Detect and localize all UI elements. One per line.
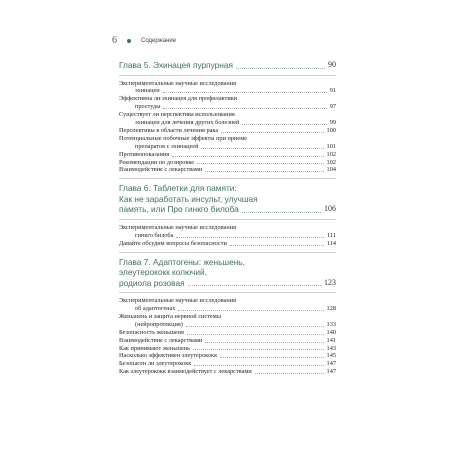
toc-entry[interactable] <box>119 159 336 167</box>
toc-entry[interactable] <box>119 135 336 151</box>
dot-leader <box>201 148 323 149</box>
toc-entry-line <box>119 103 336 111</box>
toc-page-number: 91 <box>329 87 336 95</box>
running-head: Содержание <box>141 37 177 44</box>
toc-entry-line <box>119 321 336 329</box>
toc-entry-line <box>119 345 336 353</box>
dot-leader <box>188 285 321 286</box>
toc-page-number: 102 <box>326 150 336 158</box>
toc-page-number: 141 <box>326 336 336 344</box>
dot-leader <box>242 124 326 125</box>
toc-page-number: 140 <box>326 328 336 336</box>
chapter-separator <box>119 75 336 76</box>
toc-entry-line <box>119 360 336 368</box>
toc-entry-line <box>119 151 336 159</box>
toc-entry[interactable] <box>119 151 336 159</box>
toc-entry[interactable] <box>119 352 336 360</box>
toc-entry-text: Существует ли перспектива использования <box>119 111 235 119</box>
dot-leader <box>163 108 326 109</box>
toc-entry[interactable] <box>119 95 336 111</box>
toc-entry-text: Взаимодействие с лекарствами <box>119 166 203 174</box>
toc-entry-line <box>119 305 336 313</box>
toc-entry-line <box>119 329 336 337</box>
toc-entry-text: Экспериментальные научные исследования <box>119 223 236 231</box>
toc-page-number: 143 <box>326 344 336 352</box>
bullet-dot-icon <box>127 39 131 43</box>
dot-leader <box>172 156 323 157</box>
toc-entry-text: Экспериментальные научные исследования <box>119 297 236 305</box>
toc-entry[interactable] <box>119 313 336 329</box>
toc-entry-line <box>119 143 336 151</box>
chapter-separator <box>119 292 336 293</box>
dot-leader <box>205 171 323 172</box>
chapter-page-number: 90 <box>328 60 336 69</box>
toc-entry-line <box>119 87 336 95</box>
toc-entry-text: об адаптогенах <box>135 305 176 312</box>
dot-leader <box>236 68 325 69</box>
toc-entry[interactable] <box>119 345 336 353</box>
toc-entry-line <box>119 352 336 360</box>
chapter-separator <box>119 252 336 253</box>
dot-leader <box>220 357 323 358</box>
toc-page-number: 114 <box>326 239 336 247</box>
toc-entry[interactable] <box>119 337 336 345</box>
toc-page-number: 145 <box>326 352 336 360</box>
chapter-block <box>119 60 336 179</box>
dot-leader <box>242 212 321 213</box>
dot-leader <box>255 373 324 374</box>
toc-entry[interactable] <box>119 127 336 135</box>
toc-entry-text: Безопасность женьшеня <box>119 328 184 336</box>
toc-page-number: 104 <box>326 166 336 174</box>
toc-entry-text: Насколько эффективен элеутерококк <box>119 352 218 360</box>
toc-entry[interactable] <box>119 166 336 174</box>
chapter-block <box>119 183 336 252</box>
toc-entry-text: Как принимают женьшень <box>119 344 191 352</box>
dot-leader <box>163 92 327 93</box>
dot-leader <box>230 245 324 246</box>
chapter-title-text: элеутерококк колючий, <box>119 267 207 278</box>
chapter-page-number: 123 <box>324 277 336 287</box>
dot-leader <box>194 365 323 366</box>
table-of-contents <box>119 60 336 376</box>
toc-entry-text: Безопасен ли элеутерококк <box>119 360 192 368</box>
toc-entry-line <box>119 159 336 167</box>
chapter-title-text: Как не заработать инсульт, улучшая <box>119 193 258 204</box>
toc-page-number: 128 <box>326 305 336 312</box>
chapter-title-text: родиола розовая <box>119 277 185 288</box>
toc-entry[interactable] <box>119 240 336 248</box>
toc-entry-text: Перспективы в области лечения рака <box>119 126 219 134</box>
toc-page-number: 99 <box>329 119 336 127</box>
page-number: 6 <box>112 35 117 46</box>
toc-entry-text: эхинацеи <box>135 87 160 95</box>
chapter-title-text: память, или Про гинкго билоба <box>119 204 239 215</box>
chapter-title-text: Глава 6. Таблетки для памяти: <box>119 183 237 194</box>
toc-entry-text: Экспериментальные научные исследования <box>119 79 236 87</box>
toc-entry-line <box>119 127 336 135</box>
toc-entry-text: Рекомендации по дозировке <box>119 158 195 166</box>
toc-entry-text: эхинацеи для лечения других болезней <box>135 119 240 127</box>
toc-entry[interactable] <box>119 329 336 337</box>
chapter-title-text: Глава 7. Адаптогены: женьшень, <box>119 256 245 267</box>
toc-entry-line <box>119 232 336 240</box>
dot-leader <box>197 163 323 164</box>
dot-leader <box>186 326 324 327</box>
toc-entry-text: Женьшень и защита нервной системы <box>119 312 221 320</box>
toc-entry[interactable] <box>119 224 336 240</box>
toc-page-number: 102 <box>326 158 336 166</box>
dot-leader <box>187 334 324 335</box>
chapter-title[interactable] <box>119 204 336 215</box>
toc-entry-line <box>119 240 336 248</box>
chapter-separator <box>119 178 336 179</box>
toc-entry-text: препаратов с эхинацеей <box>135 142 199 150</box>
toc-entry-text: простуды <box>135 103 161 111</box>
toc-page-number: 147 <box>326 368 336 376</box>
toc-page-number: 101 <box>326 142 336 150</box>
toc-page-number: 133 <box>326 320 336 328</box>
toc-entry-text: гинкго билоба <box>135 231 174 239</box>
dot-leader <box>176 237 324 238</box>
toc-entry-line <box>119 337 336 345</box>
chapter-title-text: Глава 5. Эхинацея пурпурная <box>119 60 233 70</box>
toc-entry-line <box>119 119 336 127</box>
toc-entry-text: Противопоказания <box>119 150 170 158</box>
dot-leader <box>221 132 323 133</box>
page-header <box>112 35 176 46</box>
toc-entry-text: (нейропротекция) <box>135 320 183 328</box>
toc-entry-text: Взаимодействие с лекарствами <box>119 336 203 344</box>
toc-entry-text: Как элеутерококк взаимодействует с лекарствами <box>119 368 252 376</box>
toc-entry[interactable] <box>119 368 336 376</box>
chapter-block <box>119 257 336 377</box>
toc-page-number: 97 <box>329 103 336 111</box>
chapter-page-number: 106 <box>324 204 336 214</box>
chapter-title[interactable] <box>119 278 336 289</box>
dot-leader <box>205 342 323 343</box>
toc-entry-text: Давайте обсудим вопросы безопасности <box>119 239 227 247</box>
toc-entry[interactable] <box>119 111 336 127</box>
toc-entry-line <box>119 166 336 174</box>
dot-leader <box>193 349 324 350</box>
toc-entry[interactable] <box>119 297 336 313</box>
toc-entry[interactable] <box>119 360 336 368</box>
toc-page-number: 100 <box>326 126 336 134</box>
toc-page-number: 111 <box>327 231 336 239</box>
toc-page-number: 147 <box>326 360 336 368</box>
dot-leader <box>178 310 323 311</box>
chapter-separator <box>119 219 336 220</box>
toc-entry-text: Эффективна ли эхинацея для профилактики <box>119 95 238 103</box>
toc-entry-line <box>119 368 336 376</box>
toc-entry[interactable] <box>119 80 336 96</box>
toc-entry-text: Потенциальные побочные эффекты при приеме <box>119 134 247 142</box>
chapter-title[interactable] <box>119 60 336 71</box>
